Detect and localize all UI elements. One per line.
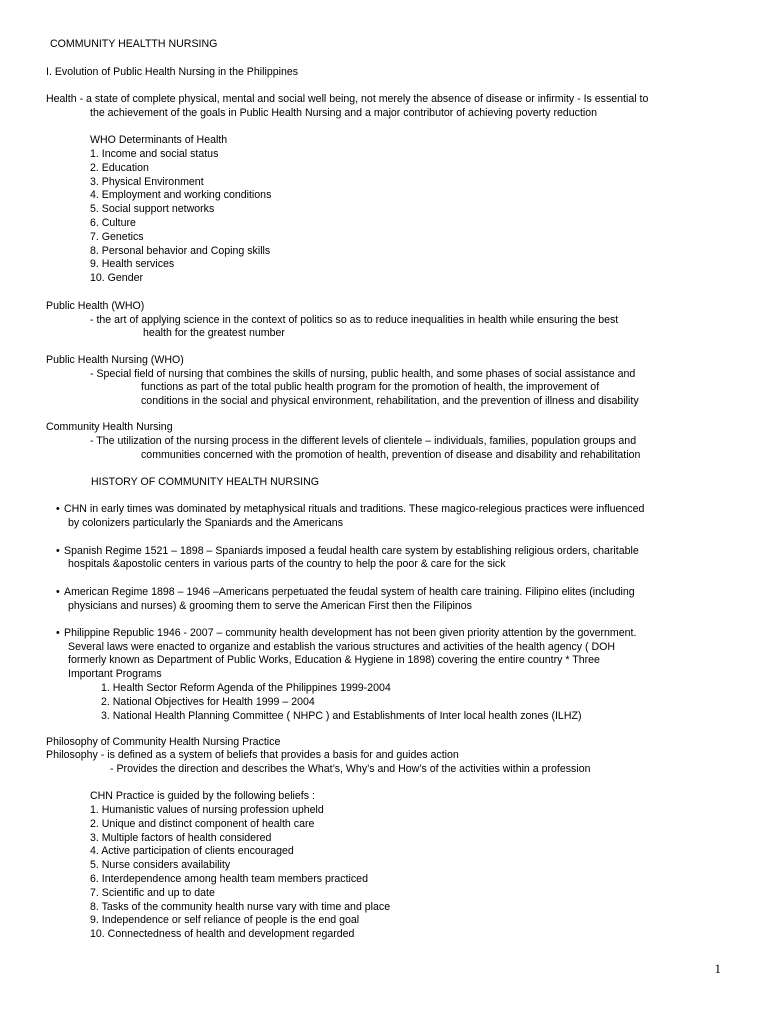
history-b2-line1: Spanish Regime 1521 – 1898 – Spaniards imposed a feudal health care system by establishing religious orders, charitable <box>64 545 639 557</box>
health-definition-line1: Health - a state of complete physical, mental and social well being, not merely the absence of disease or infirmity - Is essential to <box>46 93 649 105</box>
list-item: 5. Nurse considers availability <box>90 859 231 872</box>
philosophy-heading: Philosophy of Community Health Nursing Practice <box>46 736 281 748</box>
document-title: COMMUNITY HEALTTH NURSING <box>50 38 218 50</box>
history-b1-line2: by colonizers particularly the Spaniards and the Americans <box>68 517 343 529</box>
list-item: 10. Connectedness of health and development regarded <box>90 928 355 941</box>
phn-heading: Public Health Nursing (WHO) <box>46 354 184 366</box>
bullet-icon: • <box>56 586 60 598</box>
page-number: 1 <box>714 961 721 976</box>
who-determinants-heading: WHO Determinants of Health <box>90 134 228 146</box>
history-b3-line1: American Regime 1898 – 1946 –Americans perpetuated the feudal system of health care training. Filipino elites (including <box>64 586 635 598</box>
list-item: 3. National Health Planning Committee ( NHPC ) and Establishments of Inter local health zones (ILHZ) <box>101 709 582 722</box>
history-b1-line1: CHN in early times was dominated by metaphysical rituals and traditions. These magico-relegious practices were influenced <box>64 503 645 515</box>
list-item: 6. Culture <box>90 216 136 229</box>
bullet-icon: • <box>56 503 60 515</box>
list-item: 4. Employment and working conditions <box>90 189 272 202</box>
chn-heading: Community Health Nursing <box>46 421 173 433</box>
health-definition-line2: the achievement of the goals in Public Health Nursing and a major contributor of achieving poverty reduction <box>90 107 598 119</box>
chn-def-line1: - The utilization of the nursing process in the different levels of clientele – individuals, families, population groups and <box>90 435 637 447</box>
list-item: 2. National Objectives for Health 1999 – 2004 <box>101 695 315 708</box>
list-item: 8. Tasks of the community health nurse vary with time and place <box>90 900 391 913</box>
list-item: 6. Interdependence among health team members practiced <box>90 872 368 885</box>
list-item: 1. Humanistic values of nursing profession upheld <box>90 804 324 816</box>
phn-def-line1: - Special field of nursing that combines the skills of nursing, public health, and some phases of social assistance and <box>90 368 636 380</box>
history-b4-line4: Important Programs <box>68 668 162 680</box>
history-b3-line2: physicians and nurses) & grooming them to serve the American First then the Filipinos <box>68 600 472 612</box>
list-item: 7. Genetics <box>90 230 144 243</box>
history-b2-line2: hospitals &apostolic centers in various parts of the country to help the poor & care for the sick <box>68 558 506 570</box>
list-item: 7. Scientific and up to date <box>90 886 215 899</box>
list-item: 3. Physical Environment <box>90 175 204 188</box>
beliefs-heading: CHN Practice is guided by the following beliefs : <box>90 790 315 802</box>
philosophy-def-line1: Philosophy - is defined as a system of beliefs that provides a basis for and guides action <box>46 749 459 761</box>
public-health-heading: Public Health (WHO) <box>46 300 145 312</box>
philosophy-def-line2: - Provides the direction and describes the What’s, Why’s and How’s of the activities within a profession <box>110 763 591 775</box>
list-item: 1. Income and social status <box>90 148 219 160</box>
history-b4-line3: formerly known as Department of Public Works, Education & Hygiene in 1898) covering the entire country * Three <box>68 654 600 666</box>
list-item: 8. Personal behavior and Coping skills <box>90 244 271 257</box>
beliefs-list <box>90 804 390 942</box>
list-item: 5. Social support networks <box>90 203 215 216</box>
bullet-icon: • <box>56 627 60 639</box>
bullet-icon: • <box>56 545 60 557</box>
list-item: 2. Education <box>90 161 149 174</box>
list-item: 2. Unique and distinct component of health care <box>90 817 315 830</box>
chn-def-line2: communities concerned with the promotion of health, prevention of disease and disability and rehabilitation <box>141 449 641 461</box>
list-item: 1. Health Sector Reform Agenda of the Philippines 1999-2004 <box>101 682 391 694</box>
phn-def-line3: conditions in the social and physical environment, rehabilitation, and the prevention of illness and disability <box>141 395 639 407</box>
list-item: 9. Health services <box>90 258 175 271</box>
public-health-def-line1: - the art of applying science in the context of politics so as to reduce inequalities in health while ensuring the best <box>90 314 619 326</box>
programs-list <box>101 682 581 723</box>
history-b4-line1: Philippine Republic 1946 - 2007 – community health development has not been given priority attention by the government. <box>64 627 637 639</box>
list-item: 9. Independence or self reliance of people is the end goal <box>90 914 360 927</box>
history-heading: HISTORY OF COMMUNITY HEALTH NURSING <box>91 476 319 488</box>
who-determinants-list <box>90 148 271 286</box>
history-b4-line2: Several laws were enacted to organize and establish the various structures and activities of the health agency ( DOH <box>68 641 616 653</box>
phn-def-line2: functions as part of the total public health program for the promotion of health, the improvement of <box>141 381 600 393</box>
section-heading-evolution: I. Evolution of Public Health Nursing in the Philippines <box>46 66 299 78</box>
list-item: 4. Active participation of clients encouraged <box>90 845 294 858</box>
list-item: 3. Multiple factors of health considered <box>90 831 272 844</box>
list-item: 10. Gender <box>90 272 144 285</box>
public-health-def-line2: health for the greatest number <box>143 327 285 339</box>
